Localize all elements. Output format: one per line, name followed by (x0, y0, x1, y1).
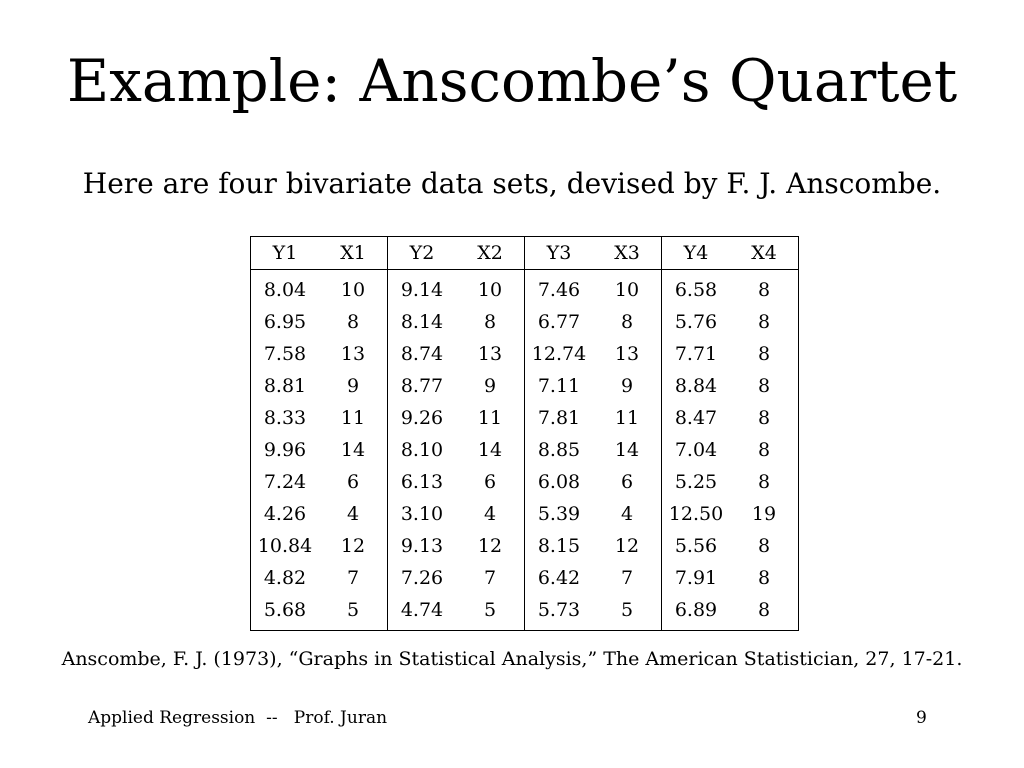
table-cell: 9.14 (388, 270, 457, 307)
table-cell: 8 (620, 311, 634, 333)
table-cell: 8 (757, 471, 771, 493)
table-cell: 8 (757, 279, 771, 301)
slide-subtitle: Here are four bivariate data sets, devised by F. J. Anscombe. (82, 167, 942, 200)
table-cell: 14 (340, 439, 366, 461)
table-cell: 8.14 (388, 306, 457, 338)
table-cell: 4 (620, 503, 634, 525)
table-cell: 7 (483, 567, 497, 589)
table-cell: 7.26 (388, 562, 457, 594)
table-cell: 5.76 (662, 306, 731, 338)
header-row (251, 237, 799, 270)
table-cell: 9 (346, 375, 360, 397)
table-cell: 4.74 (388, 594, 457, 631)
header-cell: X2 (456, 237, 525, 270)
table-cell: 6.42 (525, 562, 594, 594)
table-cell: 6.58 (662, 270, 731, 307)
table-body (251, 270, 799, 631)
table-cell: 10 (340, 279, 366, 301)
table-row (251, 270, 799, 307)
table-cell: 7.81 (525, 402, 594, 434)
table-cell: 6 (620, 471, 634, 493)
table-row (251, 562, 799, 594)
table-cell: 8.77 (388, 370, 457, 402)
table-cell: 8.81 (263, 375, 307, 397)
table-cell: 12.74 (525, 338, 594, 370)
table-cell: 5 (620, 599, 634, 621)
table-cell: 4 (483, 503, 497, 525)
table-cell: 5.73 (525, 594, 594, 631)
table-cell: 7 (620, 567, 634, 589)
table-cell: 9.26 (388, 402, 457, 434)
table-cell: 9.96 (263, 439, 307, 461)
table-cell: 12.50 (662, 498, 731, 530)
citation: Anscombe, F. J. (1973), “Graphs in Statistical Analysis,” The American Statistician, 27, 17-21. (61, 648, 963, 670)
table-cell: 14 (477, 439, 503, 461)
table-cell: 7.46 (525, 270, 594, 307)
table-cell: 7.91 (662, 562, 731, 594)
table-cell: 14 (614, 439, 640, 461)
table-cell: 6.95 (263, 311, 307, 333)
table-cell: 6.77 (525, 306, 594, 338)
footer-course: Applied Regression -- Prof. Juran (88, 708, 388, 728)
table-cell: 11 (614, 407, 640, 429)
table-cell: 6.08 (525, 466, 594, 498)
table-cell: 7.71 (662, 338, 731, 370)
table-row (251, 370, 799, 402)
table-cell: 12 (340, 535, 366, 557)
header-cell: Y3 (525, 237, 594, 270)
table-cell: 12 (477, 535, 503, 557)
table-row (251, 402, 799, 434)
header-cell: Y2 (388, 237, 457, 270)
table-cell: 5.68 (263, 599, 307, 621)
table-cell: 8.15 (525, 530, 594, 562)
table-cell: 6.89 (662, 594, 731, 631)
table-cell: 13 (614, 343, 640, 365)
header-cell: Y4 (662, 237, 731, 270)
table-cell: 8.85 (525, 434, 594, 466)
table-cell: 8 (757, 343, 771, 365)
table-cell: 6 (346, 471, 360, 493)
table-row (251, 306, 799, 338)
table-cell: 9 (620, 375, 634, 397)
header-cell: X1 (319, 237, 388, 270)
table-cell: 12 (614, 535, 640, 557)
table-cell: 8 (757, 599, 771, 621)
table-cell: 8.74 (388, 338, 457, 370)
table-cell: 10 (477, 279, 503, 301)
table-cell: 5.25 (662, 466, 731, 498)
table-cell: 8.04 (263, 279, 307, 301)
table-cell: 9 (483, 375, 497, 397)
data-table (250, 236, 799, 631)
table-cell: 7 (346, 567, 360, 589)
table-row (251, 530, 799, 562)
table-cell: 5.56 (662, 530, 731, 562)
table-cell: 8.47 (662, 402, 731, 434)
table-cell: 13 (340, 343, 366, 365)
table-cell: 8 (757, 439, 771, 461)
table-cell: 5.39 (525, 498, 594, 530)
table-cell: 8 (346, 311, 360, 333)
table-cell: 11 (340, 407, 366, 429)
table-cell: 5 (483, 599, 497, 621)
table-cell: 8 (757, 375, 771, 397)
table-row (251, 466, 799, 498)
table-cell: 7.58 (263, 343, 307, 365)
table-cell: 4 (346, 503, 360, 525)
table-cell: 5 (346, 599, 360, 621)
table-cell: 10 (614, 279, 640, 301)
table-header (251, 237, 799, 270)
table-cell: 8.33 (263, 407, 307, 429)
table-cell: 8 (757, 535, 771, 557)
header-cell: X4 (730, 237, 799, 270)
header-cell: X3 (593, 237, 662, 270)
page-number: 9 (916, 708, 927, 728)
table-cell: 4.82 (263, 567, 307, 589)
table-cell: 8.10 (388, 434, 457, 466)
table-cell: 4.26 (263, 503, 307, 525)
table-row (251, 594, 799, 631)
table-cell: 8 (757, 407, 771, 429)
table-cell: 7.04 (662, 434, 731, 466)
table-cell: 7.11 (525, 370, 594, 402)
table-row (251, 498, 799, 530)
table-cell: 13 (477, 343, 503, 365)
table-row (251, 434, 799, 466)
table-cell: 6 (483, 471, 497, 493)
table-cell: 6.13 (388, 466, 457, 498)
table-row (251, 338, 799, 370)
header-cell: Y1 (251, 237, 320, 270)
table-cell: 11 (477, 407, 503, 429)
table-cell: 8 (757, 567, 771, 589)
table-cell: 7.24 (263, 471, 307, 493)
table-cell: 3.10 (388, 498, 457, 530)
table-cell: 19 (751, 503, 777, 525)
table-cell: 8.84 (662, 370, 731, 402)
table-cell: 9.13 (388, 530, 457, 562)
table-cell: 8 (483, 311, 497, 333)
slide-title: Example: Anscombe’s Quartet (66, 47, 958, 115)
table-cell: 10.84 (257, 535, 313, 557)
table-cell: 8 (757, 311, 771, 333)
